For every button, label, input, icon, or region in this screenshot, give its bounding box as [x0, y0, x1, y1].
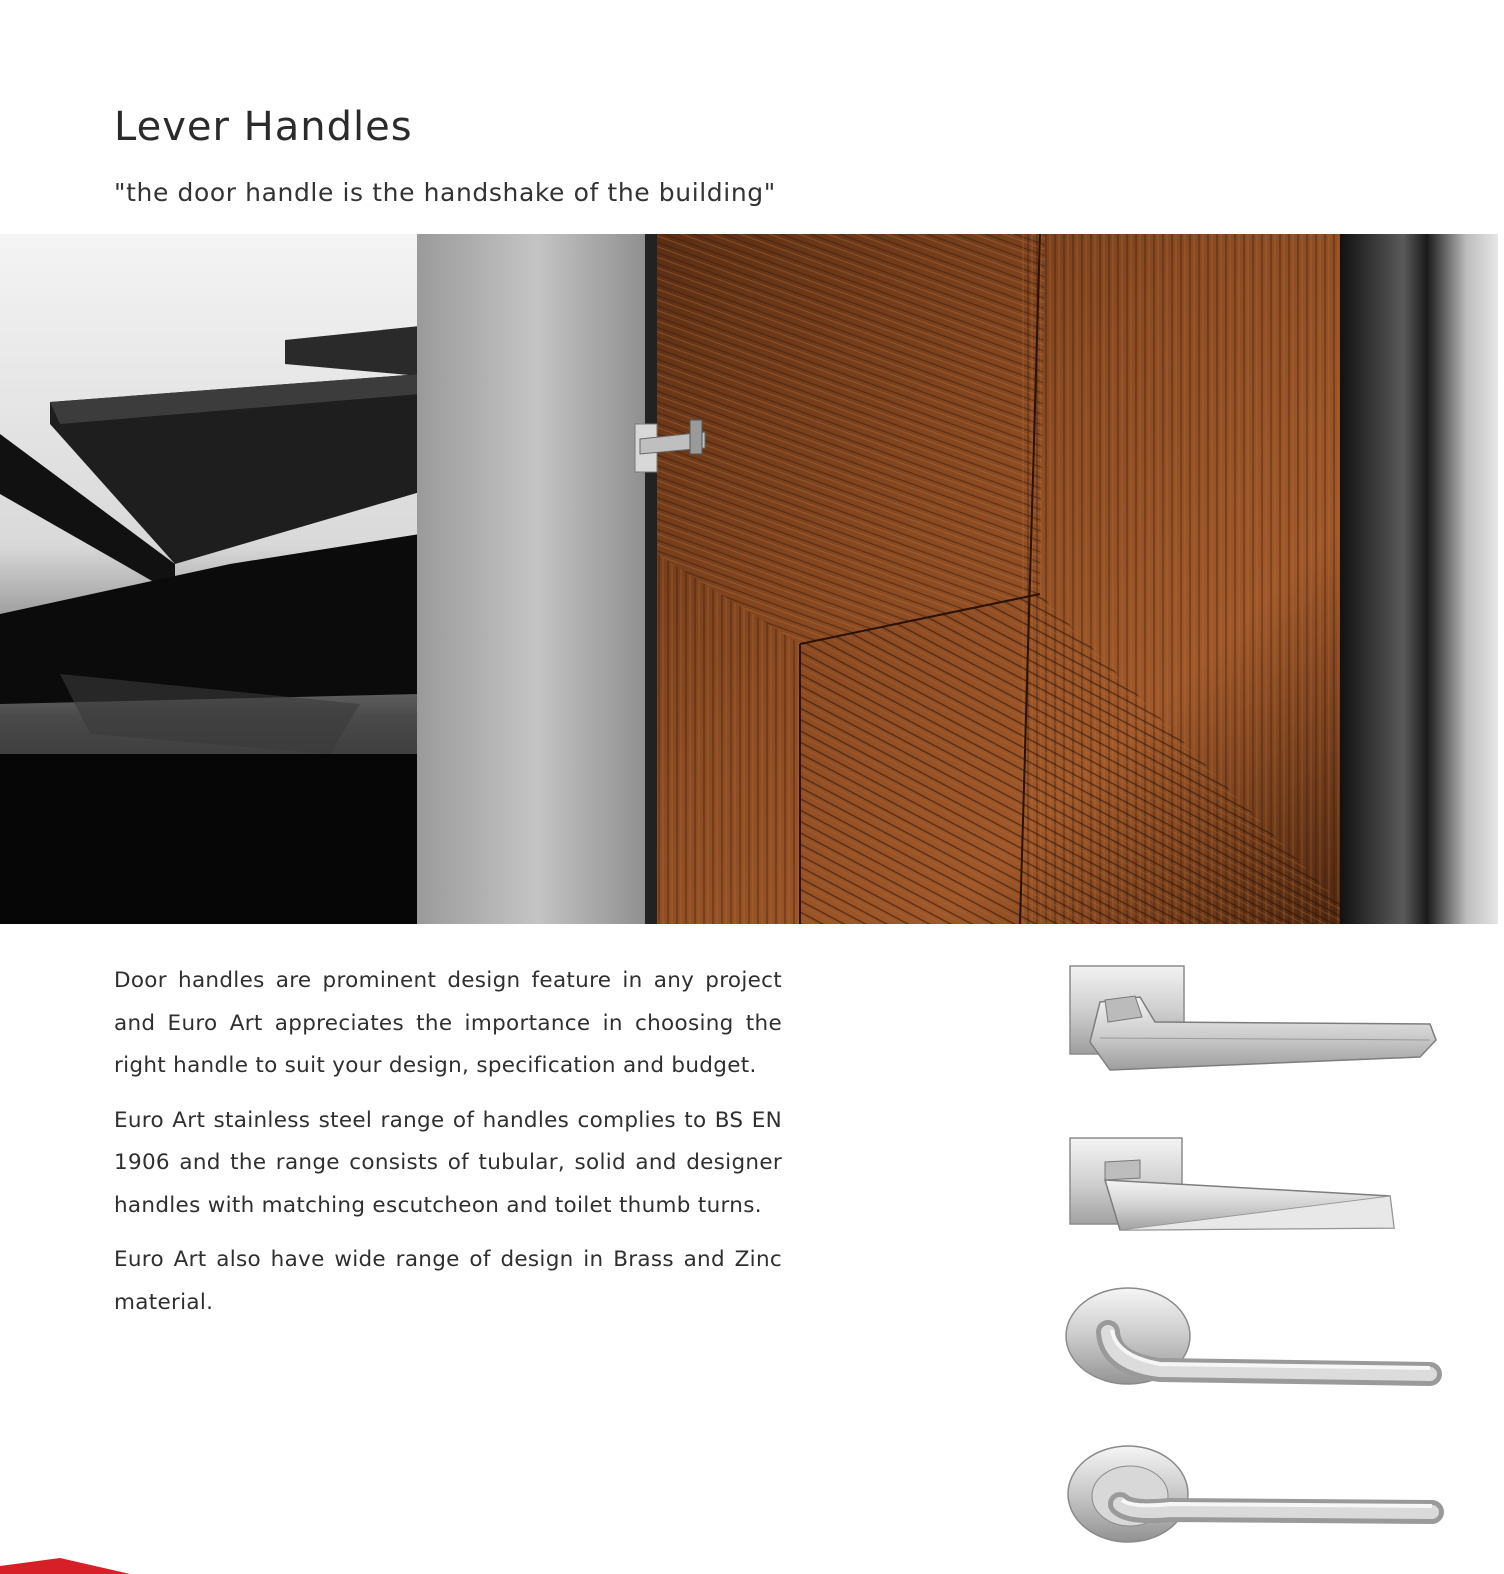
page-quote: "the door handle is the handshake of the building" — [114, 178, 776, 207]
description-paragraph: Euro Art also have wide range of design in Brass and Zinc material. — [114, 1247, 782, 1315]
red-accent-shape — [0, 1558, 130, 1574]
page-title: Lever Handles — [114, 104, 413, 150]
description-paragraph: Door handles are prominent design feature in any project and Euro Art appreciates the importance in choosing the right handle to suit your design, specification and budget. — [114, 968, 782, 1078]
description — [114, 960, 782, 1336]
round-rose-tubular-lever-icon — [1060, 1284, 1450, 1394]
square-rose-angular-lever-icon — [1060, 962, 1450, 1077]
square-rose-wedge-lever-icon — [1060, 1134, 1450, 1234]
door-interior-photo — [0, 234, 1498, 924]
description-paragraph: Euro Art stainless steel range of handles complies to BS EN 1906 and the range consists of tubular, solid and designer handles with matching escutcheon and toilet thumb turns. — [114, 1107, 782, 1218]
round-rose-curved-lever-icon — [1060, 1440, 1450, 1550]
